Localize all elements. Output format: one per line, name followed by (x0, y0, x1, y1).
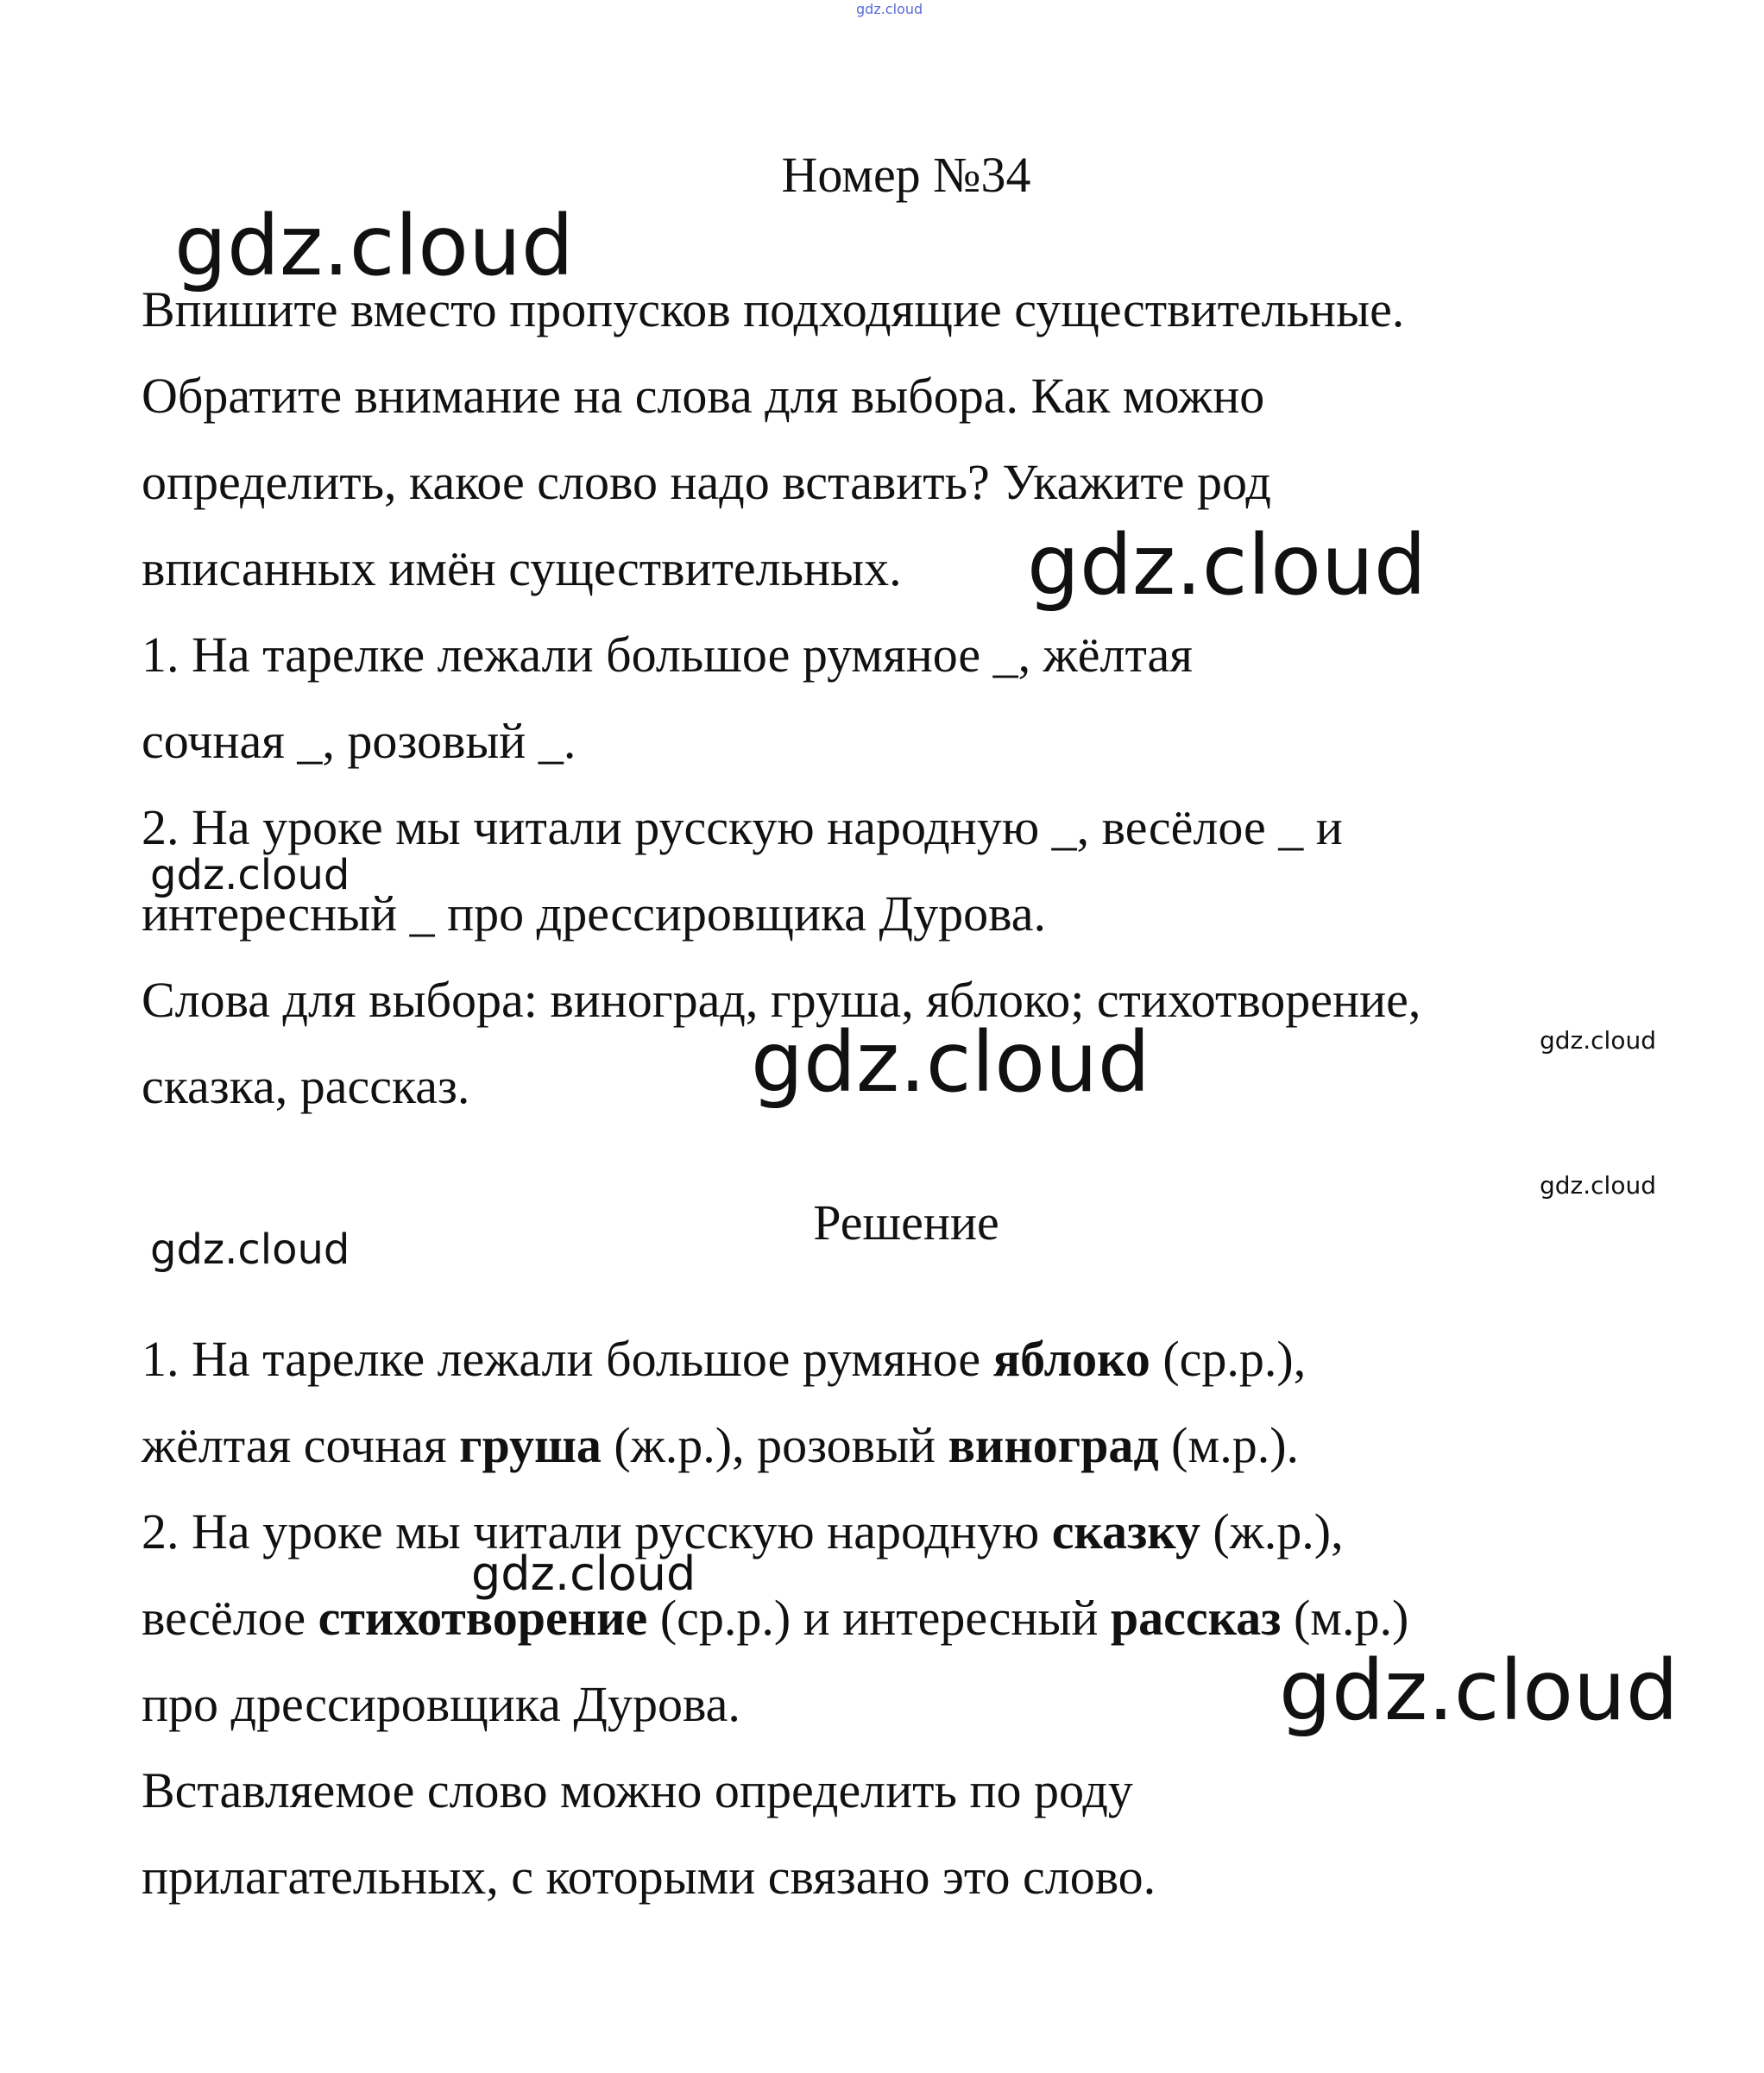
solution-line-7: прилагательных, с которыми связано это слово. (142, 1849, 1156, 1905)
watermark-6: gdz.cloud (1540, 1171, 1656, 1200)
solution-line-1 (142, 1329, 1306, 1389)
solution-line-3-text: 2. На уроке мы читали русскую народную (142, 1503, 1052, 1559)
answer-word-pear: груша (459, 1417, 602, 1473)
solution-line-4-gender: (м.р.) (1281, 1590, 1409, 1646)
task-line-1: Впишите вместо пропусков подходящие существительные. (142, 281, 1405, 337)
task-line-4: вписанных имён существительных. (142, 540, 902, 596)
watermark-9: gdz.cloud (1279, 1642, 1679, 1739)
watermark-top: gdz.cloud (856, 1, 923, 17)
solution-line-1-gender: (ср.р.), (1150, 1331, 1307, 1387)
watermark-4: gdz.cloud (751, 1014, 1150, 1111)
watermark-8: gdz.cloud (471, 1547, 696, 1601)
solution-line-1-text: 1. На тарелке лежали большое румяное (142, 1331, 993, 1387)
answer-word-poem: стихотворение (318, 1590, 648, 1646)
answer-word-grape: виноград (948, 1417, 1159, 1473)
task-line-9: Слова для выбора: виноград, груша, яблоко; стихотворение, (142, 972, 1421, 1028)
solution-line-5: про дрессировщика Дурова. (142, 1676, 740, 1732)
watermark-2: gdz.cloud (1027, 517, 1427, 614)
watermark-7: gdz.cloud (150, 1226, 350, 1274)
solution-line-4 (142, 1588, 1408, 1648)
solution-line-3 (142, 1502, 1344, 1562)
solution-line-2-gender: (м.р.). (1158, 1417, 1300, 1473)
watermark-1: gdz.cloud (174, 198, 574, 294)
task-line-2: Обратите внимание на слова для выбора. Как можно (142, 368, 1265, 424)
solution-line-2 (142, 1415, 1299, 1476)
task-line-5: 1. На тарелке лежали большое румяное _, жёлтая (142, 627, 1193, 683)
solution-line-6: Вставляемое слово можно определить по роду (142, 1762, 1133, 1818)
solution-line-2-text: жёлтая сочная (142, 1417, 460, 1473)
solution-line-4-text: весёлое (142, 1590, 318, 1646)
task-line-3: определить, какое слово надо вставить? Укажите род (142, 454, 1271, 510)
solution-line-4-text-mid: (ср.р.) и интересный (647, 1590, 1111, 1646)
watermark-3: gdz.cloud (150, 851, 350, 899)
answer-word-apple: яблоко (992, 1331, 1150, 1387)
answer-word-story: рассказ (1110, 1590, 1282, 1646)
page-title: Номер №34 (781, 147, 1031, 203)
task-line-10: сказка, рассказ. (142, 1058, 470, 1114)
task-line-7: 2. На уроке мы читали русскую народную _, весёлое _ и (142, 799, 1343, 855)
task-line-8: интересный _ про дрессировщика Дурова. (142, 885, 1046, 942)
solution-line-2-text-mid: (ж.р.), розовый (601, 1417, 948, 1473)
watermark-5: gdz.cloud (1540, 1026, 1656, 1055)
task-line-6: сочная _, розовый _. (142, 713, 576, 769)
solution-heading: Решение (813, 1194, 999, 1251)
solution-line-3-gender: (ж.р.), (1200, 1503, 1344, 1559)
answer-word-fairytale: сказку (1051, 1503, 1200, 1559)
